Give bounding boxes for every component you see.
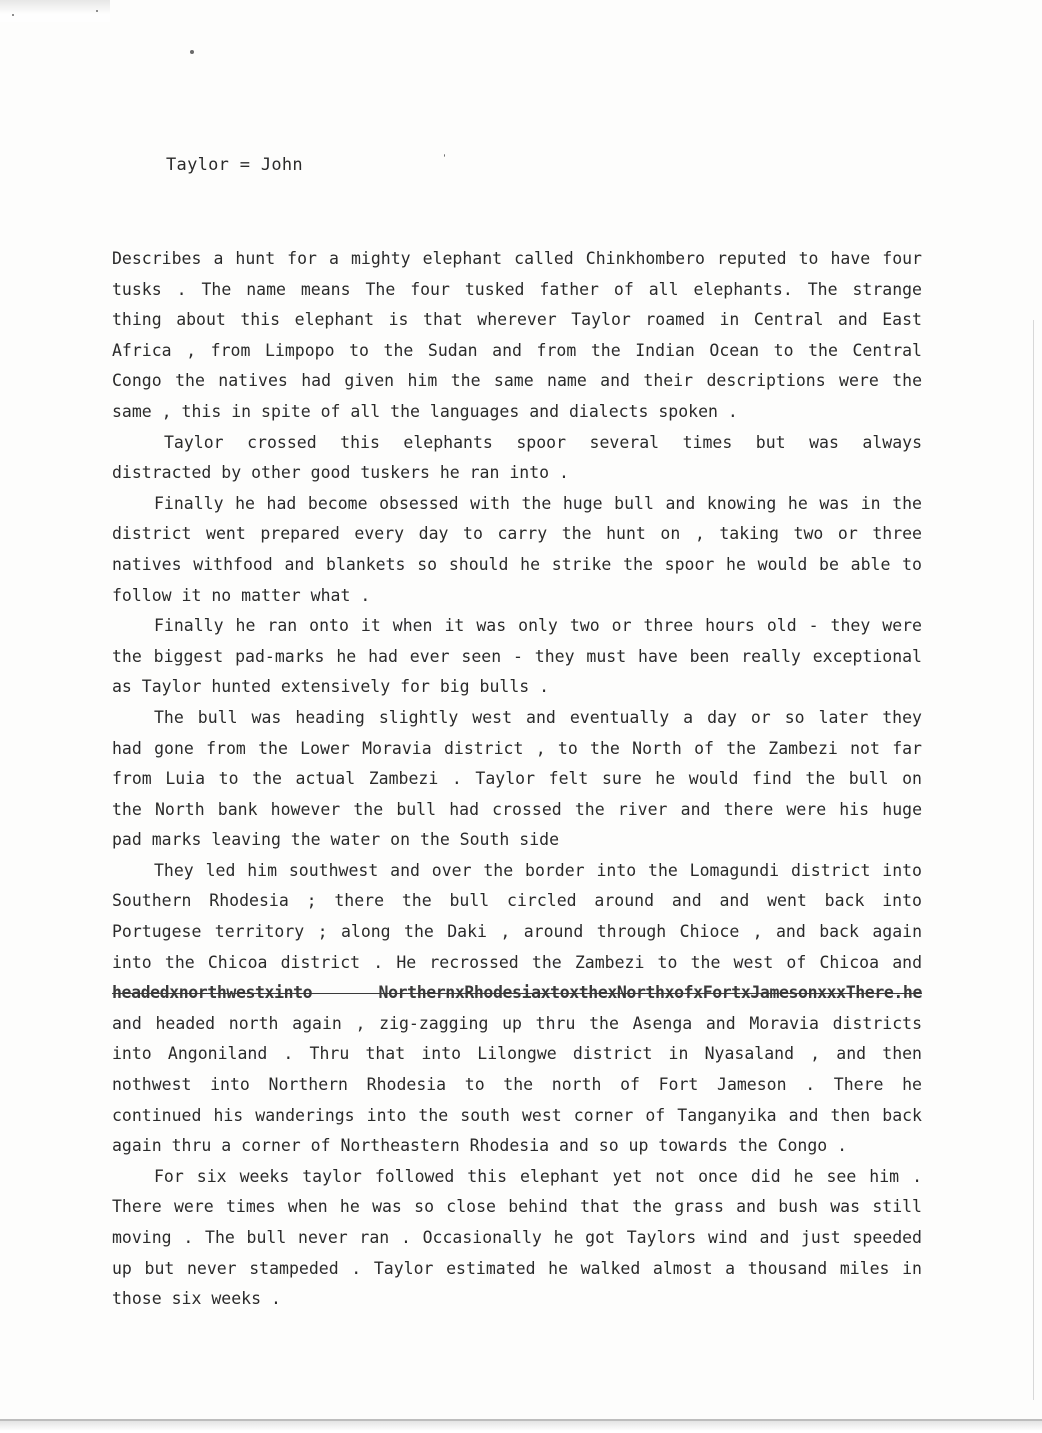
- text-line: For six weeks taylor followed this elephant yet not once did he see him .: [154, 1166, 922, 1186]
- text-line: natives withfood and blankets so should he strike the spoor he would be able to: [112, 554, 922, 574]
- text-line: thing about this elephant is that wherever Taylor roamed in Central and East: [112, 310, 922, 330]
- text-line: distracted by other good tuskers he ran into .: [112, 463, 569, 483]
- text-line: tusks . The name means The four tusked father of all elephants. The strange: [112, 279, 922, 299]
- dust-speck: [190, 50, 194, 54]
- scan-edge-right: [1033, 320, 1034, 1400]
- scan-edge-bottom: [0, 1419, 1042, 1433]
- text-line: pad marks leaving the water on the South side: [112, 830, 560, 850]
- text-line: continued his wanderings into the south west corner of Tanganyika and then back: [112, 1105, 922, 1125]
- text-line: There were times when he was so close behind that the grass and bush was still: [112, 1197, 922, 1217]
- text-line: Congo the natives had given him the same name and their descriptions were the: [112, 371, 922, 391]
- scan-edge-top: [0, 0, 110, 22]
- text-line: Finally he ran onto it when it was only two or three hours old - they were: [154, 616, 922, 636]
- text-line: moving . The bull never ran . Occasionally he got Taylors wind and just speeded: [112, 1228, 922, 1247]
- dust-speck: [444, 154, 445, 157]
- text-line: Southern Rhodesia ; there the bull circled around and and went back into: [112, 891, 922, 911]
- text-line: Portugese territory ; along the Daki , around through Chioce , and back again: [112, 922, 922, 942]
- text-line: the North bank however the bull had crossed the river and there were his huge: [112, 799, 922, 819]
- text-line: Taylor crossed this elephants spoor several times but was always: [164, 432, 922, 452]
- text-line: had gone from the Lower Moravia district , to the North of the Zambezi not far: [112, 738, 922, 758]
- text-line: up but never stampeded . Taylor estimated he walked almost a thousand miles in: [112, 1258, 922, 1278]
- text-line: those six weeks .: [112, 1289, 281, 1309]
- text-line: and headed north again , zig-zagging up thru the Asenga and Moravia districts: [112, 1013, 922, 1033]
- text-line: Finally he had become obsessed with the huge bull and knowing he was in the: [154, 493, 922, 513]
- text-line: nothwest into Northern Rhodesia to the north of Fort Jameson . There he: [112, 1075, 922, 1095]
- text-line: Describes a hunt for a mighty elephant called Chinkhombero reputed to have four: [112, 249, 922, 268]
- page-title: Taylor = John: [166, 155, 303, 175]
- text-line: follow it no matter what .: [112, 585, 371, 605]
- text-line: into the Chicoa district . He recrossed the Zambezi to the west of Chicoa and: [112, 952, 922, 972]
- text-line: as Taylor hunted extensively for big bulls .: [112, 677, 550, 697]
- text-line: the biggest pad-marks he had ever seen - they must have been really exceptional: [112, 646, 922, 666]
- text-line: again thru a corner of Northeastern Rhodesia and so up towards the Congo .: [112, 1136, 848, 1156]
- dust-speck: [12, 14, 14, 16]
- text-line: same , this in spite of all the languages and dialects spoken .: [112, 401, 738, 421]
- dust-speck: [96, 10, 98, 12]
- text-line: district went prepared every day to carry the hunt on , taking two or three: [112, 524, 922, 544]
- text-line: They led him southwest and over the border into the Lomagundi district into: [154, 860, 922, 880]
- text-line: The bull was heading slightly west and eventually a day or so later they: [154, 707, 922, 727]
- body-text: [112, 244, 922, 1315]
- text-line: from Luia to the actual Zambezi . Taylor felt sure he would find the bull on: [112, 769, 922, 789]
- text-line: into Angoniland . Thru that into Lilongwe district in Nyasaland , and then: [112, 1044, 922, 1064]
- overtyped-line: headedxnorthwestxinto NorthernxRhodesiaxtoxthexNorthxofxFortxJamesonxxxThere.he: [112, 983, 922, 1003]
- text-line: Africa , from Limpopo to the Sudan and from the Indian Ocean to the Central: [112, 340, 922, 360]
